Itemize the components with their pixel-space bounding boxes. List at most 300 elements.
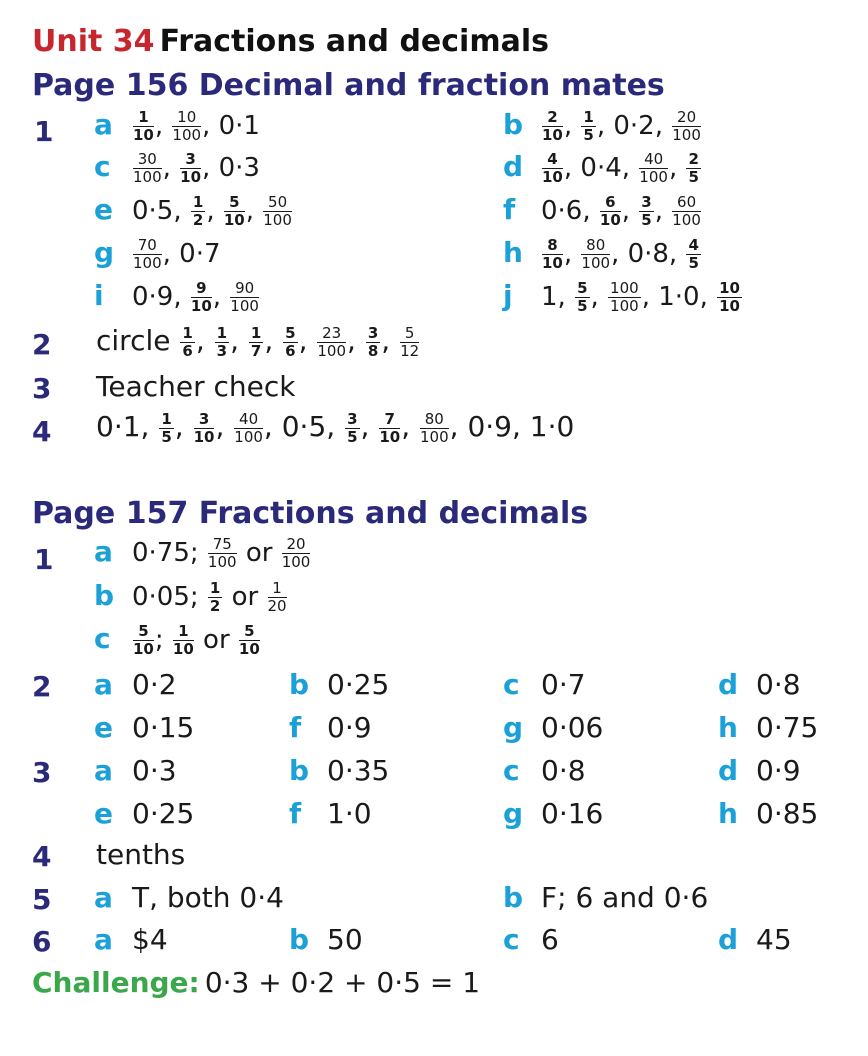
- page-157-title: Page 157 Fractions and decimals: [32, 496, 589, 531]
- fraction-numerator: 5: [239, 624, 260, 641]
- answer-item-a: [94, 668, 177, 701]
- fraction: [366, 323, 380, 360]
- fraction: [420, 409, 449, 446]
- item-answer: 1·0: [327, 797, 372, 830]
- fraction-denominator: 5: [688, 254, 699, 272]
- fraction-denominator: 10: [133, 640, 154, 658]
- fraction-denominator: 10: [599, 211, 621, 229]
- item-letter: a: [94, 668, 113, 701]
- item-answer: 0·06: [541, 711, 604, 744]
- item-letter: h: [503, 236, 523, 269]
- fraction: [230, 281, 259, 314]
- item-letter: a: [94, 108, 113, 141]
- answer-text: , 0·9, 1·0: [449, 410, 575, 443]
- fraction-numerator: 3: [347, 409, 358, 428]
- fraction-denominator: 10: [719, 297, 740, 315]
- fraction-denominator: 5: [161, 427, 172, 446]
- p157-question-4-answer: tenths: [96, 838, 186, 871]
- item-letter: b: [289, 923, 310, 956]
- fraction-denominator: 5: [347, 427, 358, 446]
- answer-text: , 0·5,: [263, 410, 345, 443]
- item-answer: [132, 279, 260, 315]
- fraction-numerator: 5: [133, 624, 154, 641]
- fraction-denominator: 10: [190, 297, 212, 315]
- item-letter: c: [503, 668, 520, 701]
- item-letter: a: [94, 881, 113, 914]
- item-letter: d: [718, 754, 739, 787]
- item-letter: b: [289, 754, 310, 787]
- fraction-numerator: 1: [209, 579, 221, 597]
- item-letter: b: [503, 881, 524, 914]
- answer-text: 1,: [541, 282, 575, 312]
- answer-item-b: [289, 668, 389, 701]
- answer-item-g: [503, 797, 603, 830]
- p157-question-1-number: 1: [34, 543, 54, 576]
- item-letter: c: [503, 923, 520, 956]
- answer-item-d: [503, 150, 702, 185]
- answer-item-b: [94, 579, 288, 614]
- answer-item-h: [718, 797, 818, 830]
- item-answer: [541, 279, 743, 315]
- item-letter: d: [503, 150, 524, 183]
- fraction-denominator: 2: [209, 597, 221, 615]
- answer-text: ,: [162, 153, 180, 183]
- fraction-denominator: 100: [420, 427, 449, 446]
- answer-item-a: [94, 881, 284, 914]
- item-answer: [132, 579, 288, 615]
- answer-item-b: [289, 923, 363, 956]
- item-answer: 6: [541, 923, 559, 956]
- fraction: [608, 281, 641, 314]
- fraction-numerator: 1: [250, 323, 262, 342]
- answer-text: circle: [96, 324, 180, 357]
- fraction: [542, 152, 563, 185]
- item-letter: g: [94, 236, 115, 269]
- answer-item-f: [503, 193, 702, 228]
- answer-item-c: [94, 622, 261, 657]
- fraction: [208, 581, 222, 614]
- fraction-denominator: 10: [193, 427, 215, 446]
- fraction-denominator: 100: [230, 297, 259, 315]
- fraction-numerator: 1: [173, 624, 194, 641]
- answer-text: ,: [264, 324, 283, 357]
- item-letter: h: [718, 797, 738, 830]
- item-answer: 0·35: [327, 754, 390, 787]
- fraction-numerator: 6: [600, 195, 621, 212]
- item-letter: e: [94, 711, 113, 744]
- item-answer: 0·16: [541, 797, 604, 830]
- fraction: [191, 195, 205, 228]
- item-answer: [541, 236, 702, 272]
- answer-item-h: [718, 711, 818, 744]
- fraction: [283, 323, 297, 360]
- fraction-denominator: 100: [581, 254, 611, 272]
- item-answer: 0·85: [756, 797, 819, 830]
- item-letter: a: [94, 754, 113, 787]
- fraction-denominator: 7: [250, 341, 262, 360]
- fraction-numerator: 1: [133, 110, 154, 127]
- answer-text: , 1·0,: [641, 282, 717, 312]
- item-answer: T, both 0·4: [132, 881, 284, 914]
- item-answer: [132, 193, 293, 229]
- fraction: [249, 323, 263, 360]
- item-answer: F; 6 and 0·6: [541, 881, 709, 914]
- fraction-numerator: 60: [672, 195, 701, 212]
- item-answer: [132, 108, 260, 144]
- fraction-denominator: 100: [610, 297, 639, 315]
- answer-item-e: [94, 711, 194, 744]
- unit-header: [32, 24, 549, 59]
- item-answer: 45: [756, 923, 792, 956]
- fraction: [581, 110, 595, 143]
- fraction-numerator: 90: [230, 281, 259, 298]
- item-answer: 0·7: [541, 668, 586, 701]
- fraction: [542, 110, 563, 143]
- unit-number: Unit 34: [32, 24, 155, 59]
- fraction-denominator: 100: [133, 168, 162, 186]
- fraction: [686, 238, 700, 271]
- item-letter: e: [94, 797, 113, 830]
- fraction-denominator: 10: [172, 640, 194, 658]
- item-letter: e: [94, 193, 113, 226]
- fraction-denominator: 5: [641, 211, 652, 229]
- fraction-numerator: 1: [216, 323, 228, 342]
- item-letter: d: [718, 923, 739, 956]
- item-letter: b: [503, 108, 524, 141]
- fraction-numerator: 3: [367, 323, 379, 342]
- item-letter: b: [94, 579, 115, 612]
- item-letter: c: [503, 754, 520, 787]
- item-answer: [541, 193, 702, 229]
- fraction-denominator: 10: [238, 640, 260, 658]
- answer-text: ,: [590, 282, 608, 312]
- answer-text: ,: [206, 196, 223, 226]
- fraction: [133, 110, 154, 143]
- fraction-denominator: 100: [172, 126, 202, 144]
- answer-item-a: [94, 754, 177, 787]
- p157-question-6-number: 6: [32, 925, 52, 958]
- item-letter: f: [289, 797, 302, 830]
- answer-text: ,: [154, 111, 172, 141]
- fraction: [239, 624, 260, 657]
- answer-text: ,: [215, 410, 234, 443]
- item-answer: 0·3: [132, 754, 177, 787]
- fraction-numerator: 3: [641, 193, 652, 211]
- fraction-numerator: 3: [194, 412, 215, 429]
- fraction-numerator: 4: [688, 236, 699, 254]
- fraction-numerator: 20: [672, 110, 701, 127]
- item-answer: 0·2: [132, 668, 177, 701]
- fraction: [575, 281, 589, 314]
- item-letter: g: [503, 711, 524, 744]
- fraction: [639, 195, 653, 228]
- answer-text: 0·1,: [96, 410, 159, 443]
- answer-text: or: [194, 625, 238, 655]
- fraction: [234, 409, 263, 446]
- item-letter: a: [94, 535, 113, 568]
- fraction-numerator: 2: [542, 110, 563, 127]
- item-answer: [132, 236, 221, 272]
- item-answer: 0·9: [327, 711, 372, 744]
- fraction-numerator: 5: [400, 326, 419, 343]
- fraction: [600, 195, 621, 228]
- fraction-denominator: 12: [400, 341, 420, 360]
- fraction-denominator: 10: [180, 168, 202, 186]
- fraction: [224, 195, 245, 228]
- answer-item-d: [718, 923, 792, 956]
- question-4-answer: [96, 410, 574, 445]
- answer-item-b: [503, 108, 702, 143]
- fraction-numerator: 3: [180, 152, 201, 169]
- fraction-denominator: 10: [133, 126, 154, 144]
- fraction-numerator: 1: [268, 581, 287, 598]
- answer-text: , 0·3: [202, 153, 260, 183]
- fraction-denominator: 5: [577, 297, 588, 315]
- answer-item-a: [94, 108, 260, 143]
- answer-text: 0·9,: [132, 282, 190, 312]
- item-letter: a: [94, 923, 113, 956]
- fraction-numerator: 20: [282, 537, 311, 554]
- answer-text: ,: [174, 410, 193, 443]
- fraction-denominator: 100: [317, 341, 347, 360]
- fraction-numerator: 7: [379, 412, 400, 429]
- answer-text: , 0·1: [202, 111, 260, 141]
- fraction-numerator: 5: [577, 279, 588, 297]
- fraction: [172, 110, 201, 143]
- challenge: [32, 966, 480, 999]
- answer-item-j: [503, 279, 743, 314]
- item-letter: b: [289, 668, 310, 701]
- item-letter: j: [503, 279, 513, 312]
- fraction-numerator: 5: [285, 323, 296, 342]
- fraction: [191, 281, 212, 314]
- answer-text: ,: [563, 239, 581, 269]
- fraction: [133, 152, 162, 185]
- item-letter: d: [718, 668, 739, 701]
- answer-text: ;: [154, 625, 172, 655]
- fraction-denominator: 6: [285, 341, 296, 360]
- answer-item-a: [94, 535, 311, 570]
- answer-item-b: [289, 754, 389, 787]
- fraction-denominator: 10: [379, 427, 401, 446]
- fraction: [215, 323, 229, 360]
- item-answer: 0·15: [132, 711, 195, 744]
- p157-question-3-number: 3: [32, 756, 52, 789]
- answer-text: , 0·2,: [596, 111, 672, 141]
- item-letter: g: [503, 797, 524, 830]
- fraction-numerator: 10: [719, 279, 740, 297]
- fraction-numerator: 1: [583, 108, 594, 126]
- fraction-denominator: 10: [223, 211, 245, 229]
- question-2-answer: [96, 324, 420, 359]
- fraction-numerator: 23: [317, 326, 346, 343]
- fraction-numerator: 70: [133, 238, 162, 255]
- answer-text: ,: [381, 324, 400, 357]
- fraction-numerator: 1: [182, 323, 193, 342]
- answer-item-g: [94, 236, 221, 271]
- challenge-answer: 0·3 + 0·2 + 0·5 = 1: [204, 966, 481, 999]
- item-letter: f: [503, 193, 516, 226]
- item-answer: 0·9: [756, 754, 801, 787]
- fraction: [542, 238, 563, 271]
- answer-text: , 0·8,: [611, 239, 686, 269]
- fraction-numerator: 75: [208, 537, 237, 554]
- answer-text: ,: [298, 324, 317, 357]
- answer-text: , 0·4,: [563, 153, 639, 183]
- item-answer: 0·25: [327, 668, 390, 701]
- item-letter: h: [718, 711, 738, 744]
- answer-text: ,: [621, 196, 639, 226]
- item-answer: 0·8: [756, 668, 801, 701]
- question-3-number: 3: [32, 372, 52, 405]
- fraction-denominator: 5: [688, 168, 699, 186]
- answer-item-b: [503, 881, 708, 914]
- answer-text: 0·5,: [132, 196, 190, 226]
- answer-text: 0·75;: [132, 538, 207, 568]
- p157-question-2-number: 2: [32, 670, 52, 703]
- fraction-numerator: 1: [161, 409, 172, 428]
- fraction-denominator: 100: [234, 427, 263, 446]
- fraction-numerator: 2: [688, 150, 699, 168]
- answer-text: ,: [212, 282, 230, 312]
- fraction: [672, 110, 701, 143]
- answer-item-g: [503, 711, 603, 744]
- fraction-numerator: 5: [224, 195, 245, 212]
- answer-text: 0·05;: [132, 582, 207, 612]
- item-answer: 0·8: [541, 754, 586, 787]
- answer-text: or: [237, 538, 281, 568]
- fraction-numerator: 80: [420, 412, 449, 429]
- answer-text: 0·6,: [541, 196, 599, 226]
- answer-item-h: [503, 236, 702, 271]
- fraction-numerator: 40: [234, 412, 263, 429]
- item-answer: 0·75: [756, 711, 819, 744]
- fraction-numerator: 80: [581, 238, 610, 255]
- fraction-numerator: 8: [542, 238, 563, 255]
- fraction: [180, 323, 194, 360]
- fraction-denominator: 8: [367, 341, 379, 360]
- item-letter: f: [289, 711, 302, 744]
- fraction-numerator: 30: [133, 152, 162, 169]
- fraction-denominator: 100: [207, 553, 237, 571]
- fraction: [345, 409, 359, 446]
- item-letter: c: [94, 622, 111, 655]
- item-answer: 50: [327, 923, 363, 956]
- fraction-numerator: 100: [610, 279, 639, 297]
- answer-item-f: [289, 711, 372, 744]
- page-156-title: Page 156 Decimal and fraction mates: [32, 68, 665, 103]
- fraction: [173, 624, 194, 657]
- answer-text: ,: [195, 324, 214, 357]
- answer-text: ,: [668, 153, 686, 183]
- fraction-numerator: 50: [263, 195, 292, 212]
- fraction-denominator: 100: [281, 553, 311, 571]
- fraction: [639, 152, 668, 185]
- item-answer: [541, 108, 702, 144]
- answer-text: ,: [347, 324, 365, 357]
- fraction-numerator: 40: [639, 152, 668, 169]
- question-2-number: 2: [32, 328, 52, 361]
- fraction-denominator: 100: [133, 254, 162, 272]
- fraction: [263, 195, 292, 228]
- answer-item-c: [503, 668, 586, 701]
- fraction: [379, 409, 401, 446]
- item-letter: c: [94, 150, 111, 183]
- question-3-answer: Teacher check: [96, 370, 296, 403]
- answer-item-c: [503, 923, 559, 956]
- fraction: [686, 152, 700, 185]
- item-answer: 0·25: [132, 797, 195, 830]
- item-answer: [132, 535, 311, 571]
- fraction: [268, 581, 287, 614]
- challenge-label: Challenge:: [32, 966, 200, 999]
- fraction-denominator: 3: [216, 341, 228, 360]
- question-4-number: 4: [32, 415, 52, 448]
- item-answer: [541, 150, 702, 186]
- fraction-denominator: 100: [263, 211, 292, 229]
- fraction-numerator: 4: [542, 152, 563, 169]
- fraction: [672, 195, 701, 228]
- fraction: [581, 238, 610, 271]
- fraction-denominator: 100: [672, 211, 701, 229]
- p157-question-4-number: 4: [32, 840, 52, 873]
- fraction-denominator: 2: [192, 211, 204, 229]
- item-answer: [132, 622, 261, 658]
- fraction-denominator: 100: [639, 168, 668, 186]
- fraction-denominator: 10: [542, 126, 563, 144]
- answer-item-d: [718, 668, 801, 701]
- fraction: [717, 281, 742, 314]
- fraction-denominator: 20: [267, 597, 287, 615]
- answer-text: ,: [401, 410, 419, 443]
- answer-item-e: [94, 797, 194, 830]
- fraction: [208, 537, 237, 570]
- fraction-numerator: 10: [172, 110, 201, 127]
- fraction: [133, 624, 154, 657]
- answer-text: ,: [230, 324, 248, 357]
- answer-item-i: [94, 279, 260, 314]
- answer-item-a: [94, 923, 168, 956]
- answer-text: ,: [360, 410, 379, 443]
- unit-title: Fractions and decimals: [159, 24, 549, 59]
- fraction: [317, 323, 347, 360]
- fraction-denominator: 5: [583, 126, 594, 144]
- answer-text: , 0·7: [162, 239, 221, 269]
- fraction-numerator: 1: [192, 193, 204, 211]
- fraction: [282, 537, 311, 570]
- question-1-number: 1: [34, 115, 54, 148]
- fraction-denominator: 10: [542, 168, 563, 186]
- item-answer: [132, 150, 260, 186]
- answer-item-c: [94, 150, 260, 185]
- fraction-denominator: 6: [182, 341, 193, 360]
- fraction-numerator: 9: [191, 281, 212, 298]
- answer-item-f: [289, 797, 372, 830]
- answer-text: ,: [563, 111, 581, 141]
- item-answer: $4: [132, 923, 168, 956]
- p157-question-5-number: 5: [32, 883, 52, 916]
- fraction: [180, 152, 201, 185]
- answer-text: ,: [654, 196, 672, 226]
- answer-text: ,: [245, 196, 263, 226]
- fraction: [193, 409, 215, 446]
- answer-text: or: [223, 582, 267, 612]
- answer-item-d: [718, 754, 801, 787]
- fraction-denominator: 10: [542, 254, 563, 272]
- fraction: [133, 238, 162, 271]
- fraction-denominator: 100: [672, 126, 701, 144]
- answer-item-e: [94, 193, 293, 228]
